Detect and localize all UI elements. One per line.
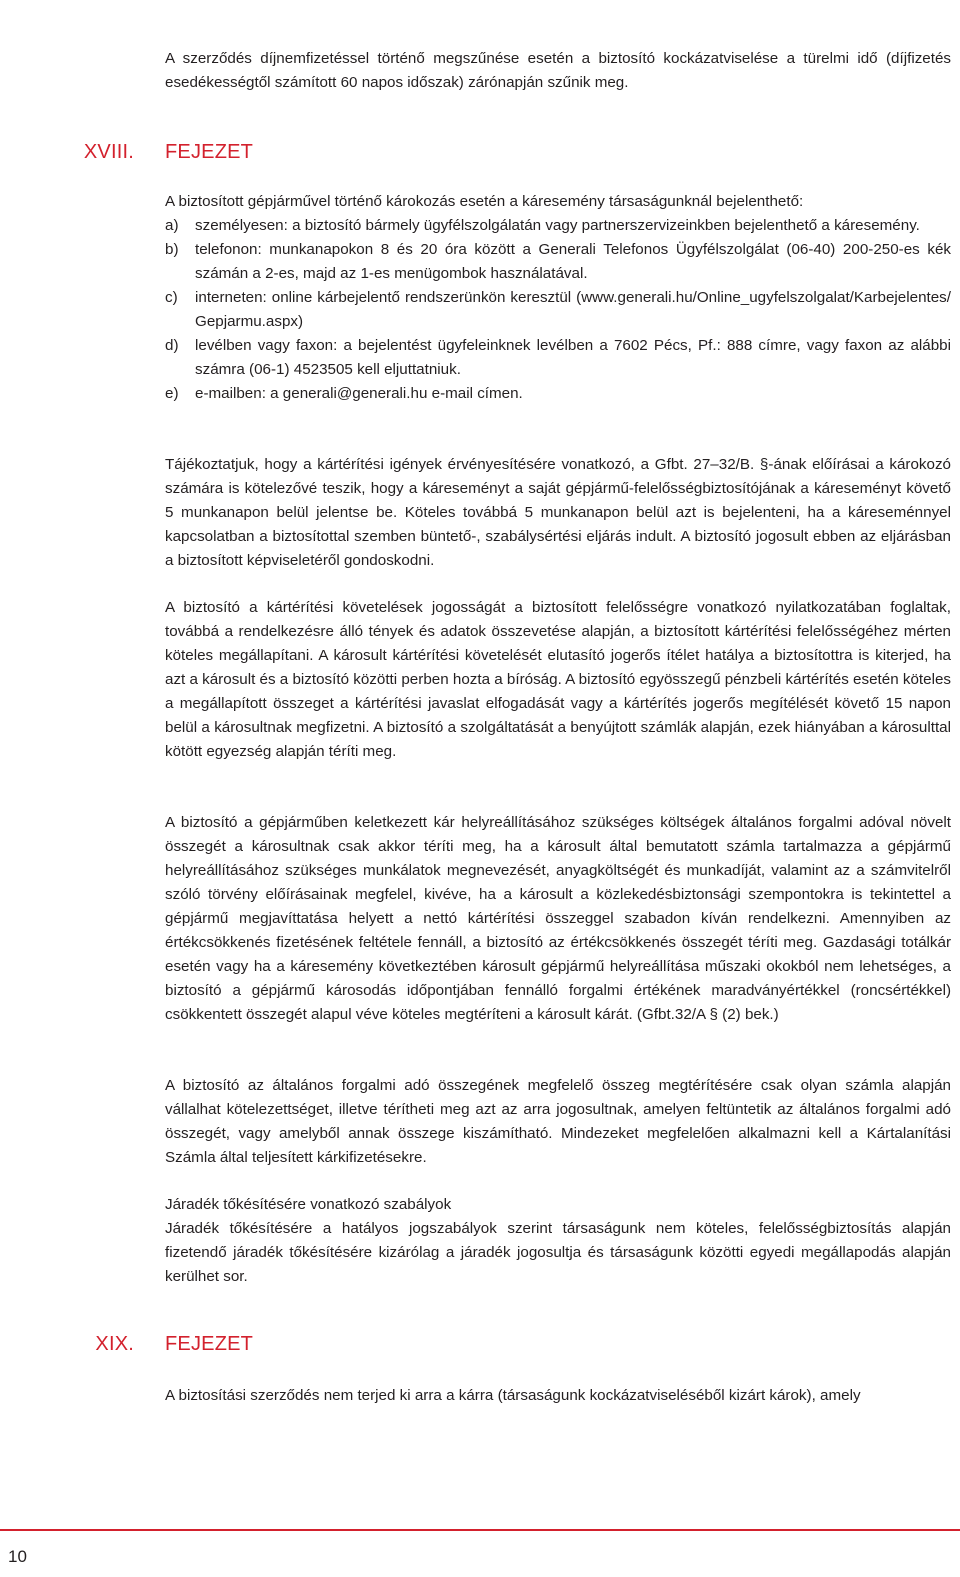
- list-item: [165, 382, 951, 406]
- page-number: 10: [8, 1547, 27, 1566]
- list-text: levélben vagy faxon: a bejelentést ügyfeleinknek levélben a 7602 Pécs, Pf.: 888 címre, vagy faxon az alábbi számra (06-1) 4523505 kell eljuttatniuk.: [195, 337, 951, 378]
- list-item: [165, 334, 951, 382]
- list-text: telefonon: munkanapokon 8 és 20 óra között a Generali Telefonos Ügyfélszolgálat (06-40) 200-250-es kék számán a 2-es, majd az 1-es menügombok használatával.: [195, 241, 951, 282]
- body-paragraph: Tájékoztatjuk, hogy a kártérítési igények érvényesítésére vonatkozó, a Gfbt. 27–32/B. §-ának előírásai a károkozó számára is kötelezővé teszik, hogy a káreseményt a saját gépjármű-felelősségbiztosítójának a káreseményt követő 5 munkanapon belül jelentse be. Köteles továbbá 5 munkanapon belül azt is bejelenteni, ha a káreseménnyel kapcsolatban a biztosítottal szemben büntető-, szabálysértési eljárás indult. A biztosító jogosult ebben az eljárásban a biztosított képviseletéről gondoskodni.: [165, 456, 951, 569]
- list-text: személyesen: a biztosító bármely ügyfélszolgálatán vagy partnerszervizeinkben bejelenthető a káresemény.: [195, 217, 920, 234]
- chapter-heading-18: [0, 140, 960, 170]
- list-marker: c): [165, 289, 178, 306]
- body-paragraph: A biztosító a kártérítési követelések jogosságát a biztosított felelősségre vonatkozó nyilatkozatában foglaltak, továbbá a rendelkezésre álló tények és adatok összevetése alapján, a biztosított kártérítési felelősségéhez mérten köteles megállapítani. A károsult kártérítési követelését elutasító jogerős ítélet hatálya a biztosítottra is kiterjed, ha azt a károsult és a biztosító közötti perben hozta a bíróság. A biztosító egyösszegű pénzbeli kártérítés esetén köteles a megállapított összeget a kártérítési javaslat elfogadását vagy a kártérítés jogerős megítélését követő 15 napon belül a károsultnak megfizetni. A biztosító a szolgáltatását a benyújtott számlák alapján, ezek hiányában a károsulttal kötött egyezség alapján téríti meg.: [165, 599, 951, 760]
- body-paragraph-block: [165, 811, 951, 1027]
- chapter-number: XVIII.: [83, 141, 134, 163]
- body-paragraph: A biztosító a gépjárműben keletkezett kár helyreállításához szükséges költségek általános forgalmi adóval növelt összegét a károsultnak csak akkor téríti meg, ha a károsult által bemutatott számla tartalmazza a gépjármű helyreállításához szükséges munkálatok megnevezését, anyagköltségét és munkadíját, valamint az a számvitelről szóló törvény előírásainak megfelel, kivéve, ha a károsult a közlekedésbiztonsági szempontokra is tekintettel a gépjármű megjavíttatása helyett a nettó kártérítési összeggel szabadon kíván rendelkezni. Amennyiben az értékcsökkenés fizetésének feltétele fennáll, a biztosító az értékcsökkenés összegét téríti meg. Gazdasági totálkár esetén vagy ha a káresemény következtében károsult gépjármű helyreállítása műszaki okokból nem lehetséges, a biztosító a gépjármű károsodás időpontjában fennálló forgalmi értékének maradványértékkel (roncsértékkel) csökkentett összegét alapul véve köteles megtéríteni a károsult kárát. (Gfbt.32/A § (2) bek.): [165, 814, 951, 1023]
- body-paragraph: A biztosító az általános forgalmi adó összegének megfelelő összeg megtérítésére csak olyan számla alapján vállalhat kötelezettséget, illetve térítheti meg azt az arra jogosultnak, amelyen feltüntetik az általános forgalmi adó összegét, vagy amelyből annak összege kiszámítható. Mindezeket megfelelően alkalmazni kell a Kártalanítási Számla által teljesített kárkifizetésekre.: [165, 1077, 951, 1166]
- list-marker: a): [165, 217, 179, 234]
- body-paragraph-block: [165, 1074, 951, 1170]
- list-marker: e): [165, 385, 179, 402]
- intro-paragraph: A szerződés díjnemfizetéssel történő megszűnése esetén a biztosító kockázatviselése a türelmi idő (díjfizetés esedékességtől számított 60 napos időszak) zárónapján szűnik meg.: [165, 50, 951, 91]
- list-item: [165, 214, 951, 238]
- annuity-section: [165, 1193, 951, 1289]
- footer-divider: [0, 1529, 960, 1531]
- body-paragraph: A biztosítási szerződés nem terjed ki arra a kárra (társaságunk kockázatviseléséből kizárt károk), amely: [165, 1387, 861, 1404]
- list-text: e-mailben: a generali@generali.hu e-mail címen.: [195, 385, 523, 402]
- section-subheading: Járadék tőkésítésére vonatkozó szabályok: [165, 1196, 452, 1213]
- chapter-title: FEJEZET: [165, 1333, 254, 1355]
- list-marker: b): [165, 241, 179, 258]
- list-marker: d): [165, 337, 179, 354]
- list-item: [165, 238, 951, 286]
- list-text: interneten: online kárbejelentő rendszerünkön keresztül (www.generali.hu/Online_ugyfelszolgalat/Karbejelentes/Gepjarmu.aspx): [195, 289, 951, 330]
- intro-section: [165, 47, 951, 95]
- chapter-heading-19: [0, 1332, 960, 1362]
- chapter-18-claims-section: [165, 190, 951, 406]
- claims-lead: A biztosított gépjárművel történő károkozás esetén a káresemény társaságunknál bejelenthető:: [165, 193, 804, 210]
- body-paragraph-block: [165, 596, 951, 764]
- list-item: [165, 286, 951, 334]
- body-paragraph: Járadék tőkésítésére a hatályos jogszabályok szerint társaságunk nem köteles, felelősségbiztosítás alapján fizetendő járadék tőkésítésére kizárólag a járadék jogosultja és társaságunk közötti egyedi megállapodás alapján kerülhet sor.: [165, 1220, 951, 1285]
- body-paragraph-block: [165, 453, 951, 573]
- chapter-title: FEJEZET: [165, 141, 254, 163]
- chapter-number: XIX.: [95, 1333, 134, 1355]
- chapter-19-section: [165, 1384, 951, 1408]
